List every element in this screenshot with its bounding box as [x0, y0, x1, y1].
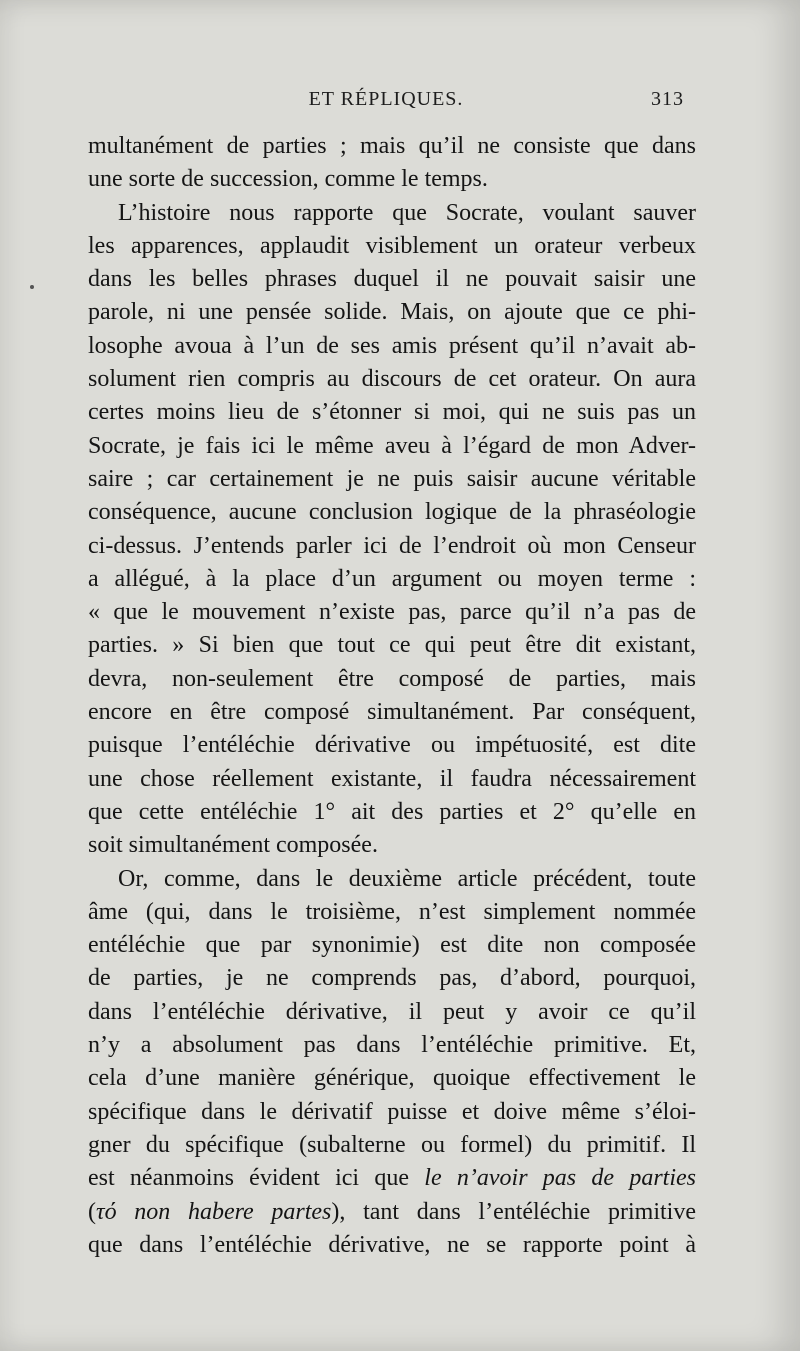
- text-line: que dans l’entéléchie dérivative, ne se rapporte point à: [88, 1231, 696, 1258]
- text-line: une chose réellement existante, il faudra nécessairement: [88, 765, 696, 792]
- text-line: dans l’entéléchie dérivative, il peut y avoir ce qu’il: [88, 998, 696, 1025]
- body-text: [88, 130, 696, 1262]
- text-fragment: ), tant dans l’entéléchie primitive: [331, 1198, 696, 1225]
- running-title: ET RÉPLIQUES.: [308, 88, 464, 110]
- text-line: conséquence, aucune conclusion logique de la phraséologie: [88, 499, 696, 526]
- text-line: de parties, je ne comprends pas, d’abord, pourquoi,: [88, 965, 696, 992]
- running-header: [88, 84, 684, 120]
- text-line: puisque l’entéléchie dérivative ou impétuosité, est dite: [88, 732, 696, 759]
- text-line: certes moins lieu de s’étonner si moi, qui ne suis pas un: [88, 399, 696, 426]
- text-line: ci-dessus. J’entends parler ici de l’endroit où mon Censeur: [88, 532, 696, 559]
- italic-phrase: τό non habere partes: [96, 1198, 332, 1225]
- text-line: losophe avoua à l’un de ses amis présent qu’il n’avait ab-: [88, 332, 696, 359]
- text-line: solument rien compris au discours de cet orateur. On aura: [88, 366, 696, 393]
- text-line: multanément de parties ; mais qu’il ne consiste que dans: [88, 133, 696, 159]
- text-line: spécifique dans le dérivatif puisse et doive même s’éloi-: [88, 1098, 696, 1125]
- text-fragment: (: [88, 1198, 96, 1225]
- text-line: parties. » Si bien que tout ce qui peut être dit existant,: [88, 632, 696, 659]
- text-line: Or, comme, dans le deuxième article précédent, toute: [118, 865, 696, 892]
- text-line: gner du spécifique (subalterne ou formel) du primitif. Il: [88, 1131, 696, 1158]
- text-line: devra, non-seulement être composé de parties, mais: [88, 665, 696, 692]
- text-line: encore en être composé simultanément. Par conséquent,: [88, 699, 696, 726]
- text-line: a allégué, à la place d’un argument ou moyen terme :: [88, 565, 696, 592]
- margin-speck: [30, 285, 34, 289]
- text-line: dans les belles phrases duquel il ne pouvait saisir une: [88, 266, 696, 293]
- text-line: que cette entéléchie 1° ait des parties et 2° qu’elle en: [88, 798, 696, 825]
- text-line: Socrate, je fais ici le même aveu à l’égard de mon Adver-: [88, 432, 696, 459]
- text-line: une sorte de succession, comme le temps.: [88, 166, 488, 193]
- text-line: âme (qui, dans le troisième, n’est simplement nommée: [88, 898, 696, 925]
- text-line: « que le mouvement n’existe pas, parce qu’il n’a pas de: [88, 599, 696, 626]
- text-fragment: est néanmoins évident ici que: [88, 1165, 410, 1192]
- page-number: 313: [651, 88, 684, 110]
- text-line: L’histoire nous rapporte que Socrate, voulant sauver: [118, 199, 696, 226]
- italic-phrase: le n’avoir pas de parties: [424, 1165, 696, 1192]
- text-line: saire ; car certainement je ne puis saisir aucune véritable: [88, 465, 696, 492]
- text-line: entéléchie que par synonimie) est dite non composée: [88, 932, 696, 959]
- text-line: parole, ni une pensée solide. Mais, on ajoute que ce phi-: [88, 299, 696, 326]
- text-line: soit simultanément composée.: [88, 832, 378, 859]
- text-line: n’y a absolument pas dans l’entéléchie primitive. Et,: [88, 1032, 696, 1059]
- text-line: cela d’une manière générique, quoique effectivement le: [88, 1065, 696, 1092]
- text-line: les apparences, applaudit visiblement un orateur verbeux: [88, 232, 696, 259]
- text-line-with-italic: [88, 1162, 696, 1195]
- text-line-with-italic: [88, 1196, 696, 1229]
